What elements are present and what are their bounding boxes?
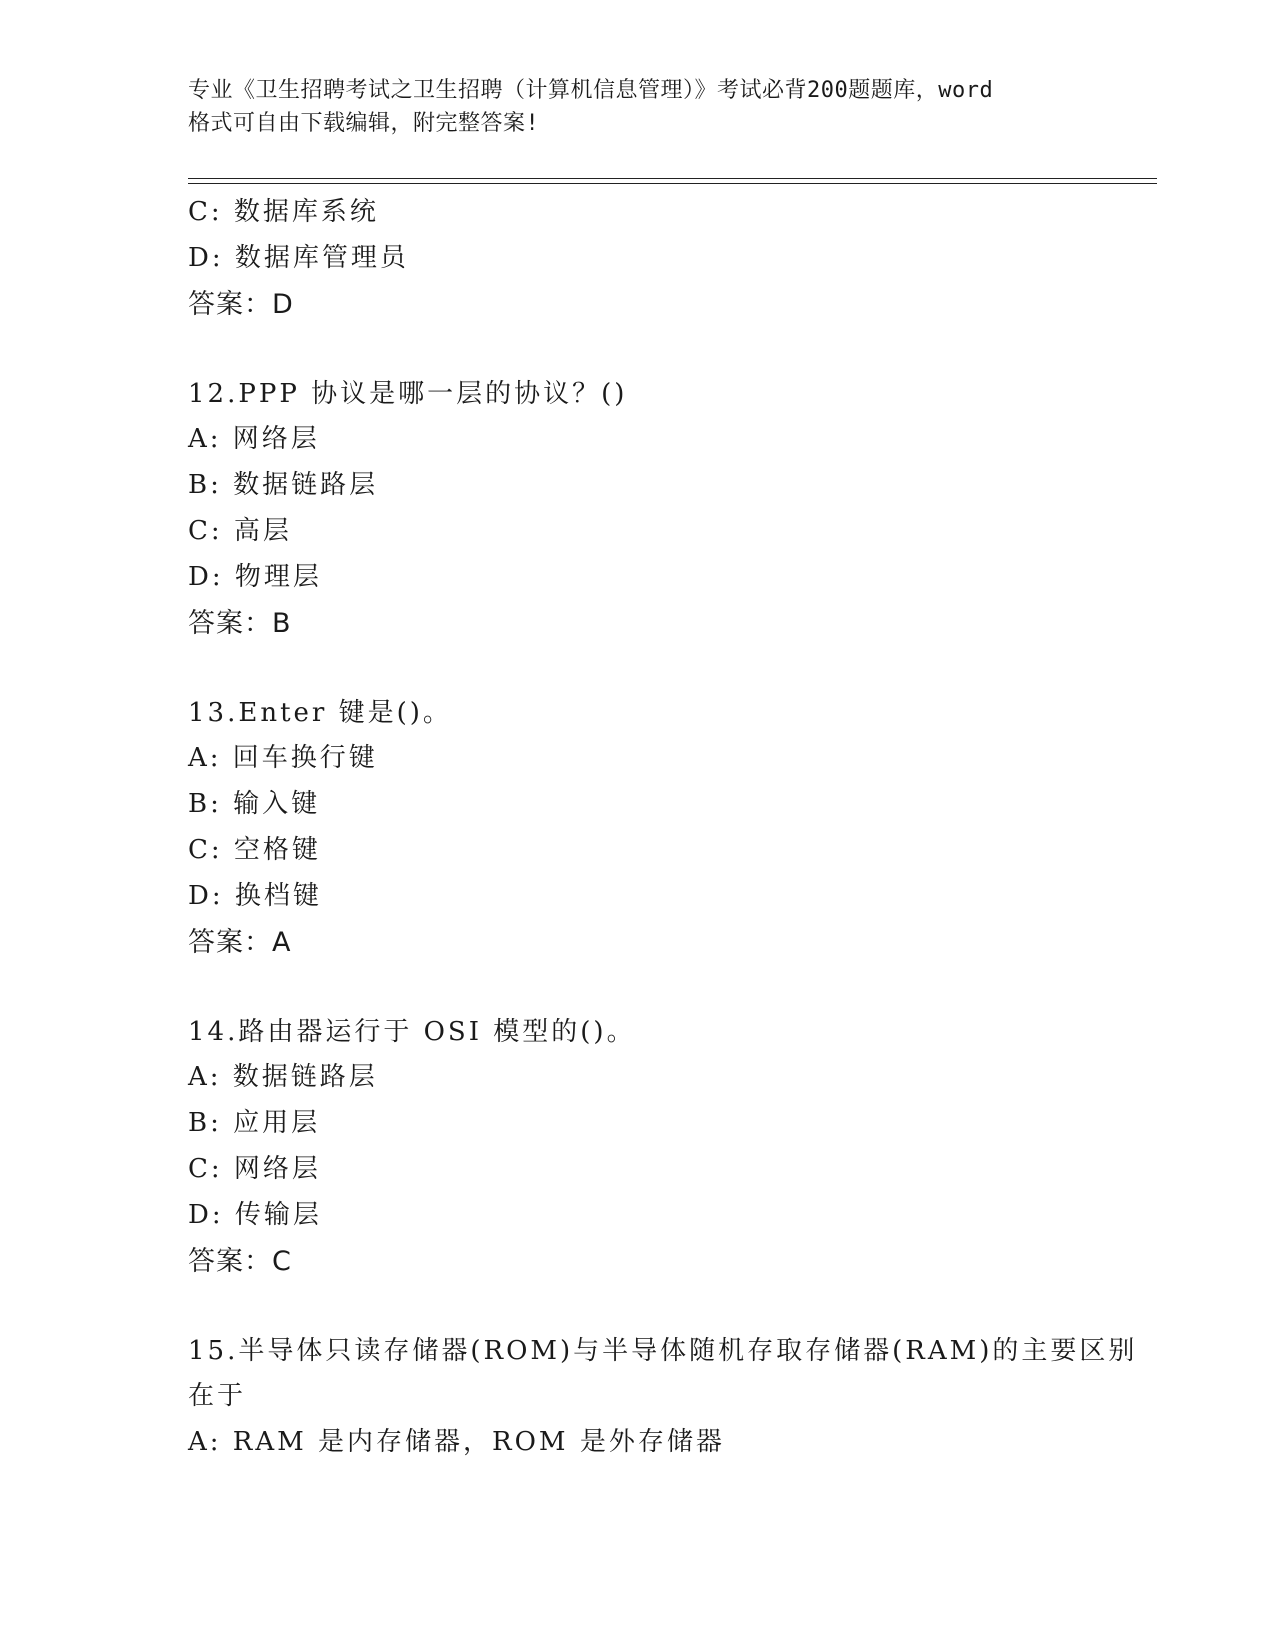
option-d: D: 换档键: [188, 880, 322, 911]
question-block-11: [188, 190, 1088, 328]
spacer: [188, 966, 1088, 1010]
header-divider-top: [188, 178, 1157, 179]
question-text-line2: 在于: [188, 1381, 247, 1412]
answer-line: 答案：C: [188, 1245, 292, 1277]
header-title-line2: 格式可自由下载编辑，附完整答案!: [188, 111, 540, 136]
option-a: A: 数据链路层: [188, 1062, 378, 1093]
option-c: C: 空格键: [188, 834, 321, 865]
question-text: 12.PPP 协议是哪一层的协议？(): [188, 378, 628, 409]
option-b: B: 输入键: [188, 789, 321, 820]
option-c: C: 数据库系统: [188, 197, 379, 227]
option-a: A: 网络层: [188, 424, 320, 455]
answer-line: 答案：A: [188, 926, 292, 958]
spacer: [188, 1285, 1088, 1329]
question-list: [188, 190, 1138, 1466]
option-a: A: RAM 是内存储器，ROM 是外存储器: [188, 1427, 725, 1458]
answer-line: 答案：D: [188, 288, 294, 320]
spacer: [188, 328, 1088, 372]
header-divider-bottom: [188, 183, 1157, 184]
option-c: C: 网络层: [188, 1153, 321, 1184]
question-text-line1: 15.半导体只读存储器(ROM)与半导体随机存取存储器(RAM)的主要区别: [188, 1335, 1138, 1366]
question-text: 13.Enter 键是()。: [188, 697, 452, 728]
question-block-12: [188, 372, 1088, 647]
document-header: [188, 74, 1088, 140]
option-a: A: 回车换行键: [188, 743, 378, 774]
option-c: C: 高层: [188, 515, 292, 546]
option-d: D: 数据库管理员: [188, 242, 409, 273]
header-title-line1: 专业《卫生招聘考试之卫生招聘（计算机信息管理）》考试必背200题题库，word: [188, 78, 994, 103]
question-block-14: [188, 1010, 1088, 1285]
question-text: 14.路由器运行于 OSI 模型的()。: [188, 1016, 636, 1047]
option-b: B: 数据链路层: [188, 470, 379, 501]
option-d: D: 传输层: [188, 1199, 322, 1230]
spacer: [188, 647, 1088, 691]
option-d: D: 物理层: [188, 561, 322, 592]
option-b: B: 应用层: [188, 1108, 321, 1139]
question-block-15: [188, 1329, 1138, 1466]
answer-line: 答案：B: [188, 607, 292, 639]
question-block-13: [188, 691, 1088, 966]
